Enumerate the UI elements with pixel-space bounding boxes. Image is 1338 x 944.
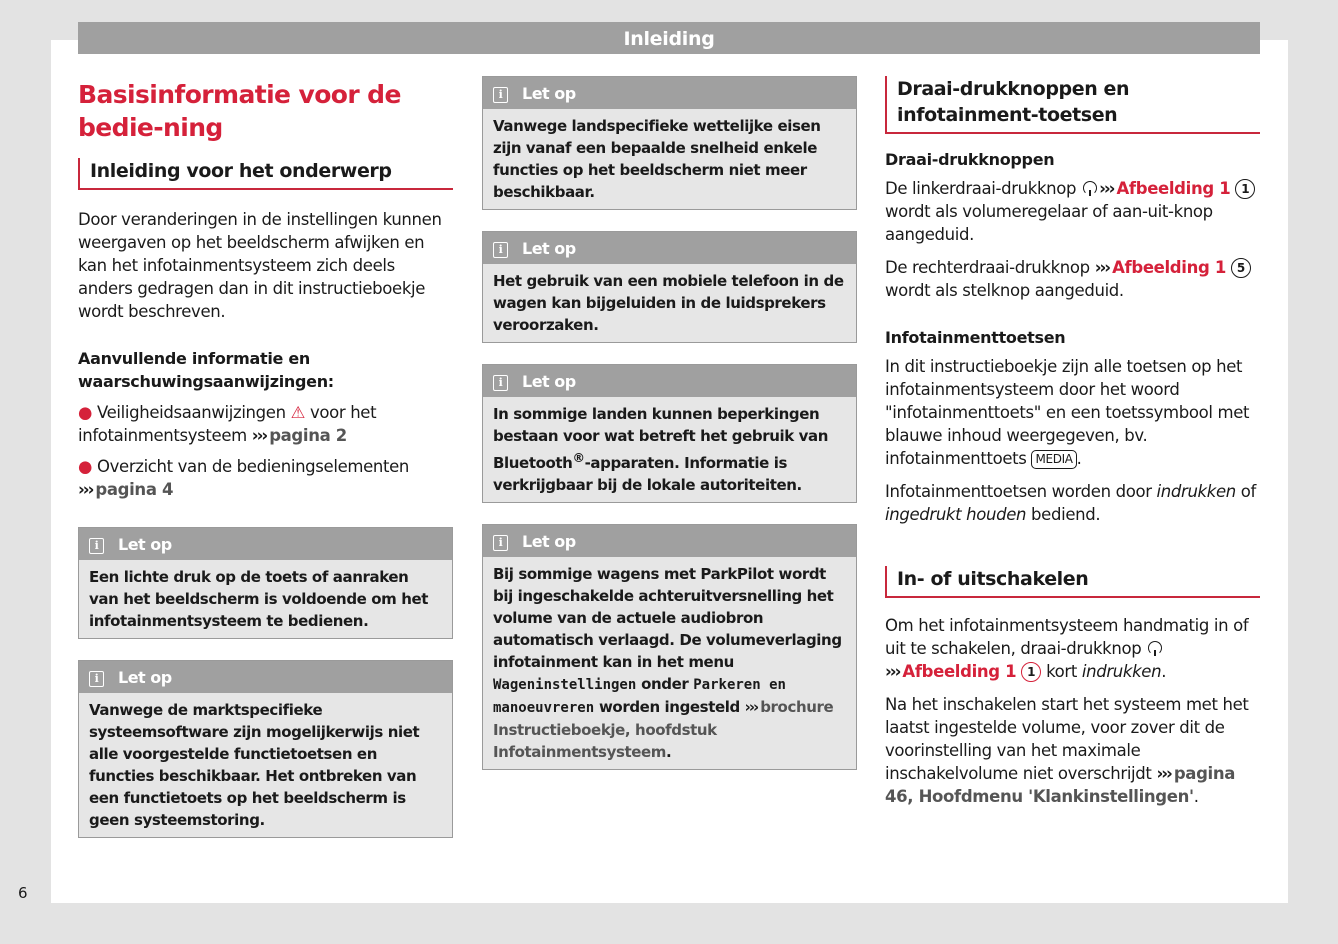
info-icon: i — [89, 671, 104, 687]
note-box — [482, 76, 857, 210]
additional-info-heading: Aanvullende informatie en waarschuwingsaanwijzingen: — [78, 349, 334, 391]
warning-triangle-icon: ⚠ — [290, 403, 306, 422]
reference-arrows-icon: ››› — [744, 698, 758, 716]
chapter-title: Basisinformatie voor de bedie-ning — [78, 80, 401, 142]
page-number: 6 — [18, 884, 28, 902]
page-link[interactable]: pagina 4 — [95, 480, 174, 499]
page-link[interactable]: pagina 2 — [269, 426, 347, 445]
note-header: i Let op — [483, 365, 856, 397]
note-header: i Let op — [79, 528, 452, 560]
note-box — [482, 364, 857, 503]
paragraph-left-knob: De linkerdraai-drukknop ››› Afbeelding 1 1 wordt als volumeregelaar of aan-uit-knop aangeduid. — [885, 177, 1260, 246]
info-icon: i — [493, 87, 508, 103]
rotary-knob-icon — [1083, 181, 1097, 195]
rotary-knob-icon — [1148, 641, 1162, 655]
reference-arrows-icon: ››› — [251, 426, 267, 445]
paragraph-right-knob: De rechterdraai-drukknop ››› Afbeelding 1 5 wordt als stelknop aangeduid. — [885, 256, 1260, 302]
note-body: Vanwege landspecifieke wettelijke eisen zijn vanaf een bepaalde snelheid enkele functies op het beeldscherm niet meer beschikbaar. — [493, 117, 821, 201]
paragraph-keys: In dit instructieboekje zijn alle toetsen op het infotainmentsysteem door het woord "infotainmenttoets" en een toetssymbool met blauwe inhoud weergegeven, bv. infotainmenttoets MEDIA . — [885, 357, 1250, 468]
figure-link[interactable]: Afbeelding 1 — [902, 662, 1017, 681]
note-body: Het gebruik van een mobiele telefoon in de wagen kan bijgeluiden in de luidsprekers veroorzaken. — [493, 272, 844, 334]
section-heading-power: In- of uitschakelen — [885, 566, 1260, 598]
reference-arrows-icon: ››› — [1156, 764, 1171, 783]
section-heading-knobs: Draai-drukknoppen en infotainment-toetsen — [885, 76, 1260, 134]
note-body: Een lichte druk op de toets of aanraken van het beeldscherm is voldoende om het infotainmentsysteem te bedienen. — [89, 568, 429, 630]
media-key-symbol: MEDIA — [1031, 450, 1076, 469]
menu-name: Wageninstellingen — [493, 677, 637, 693]
note-box — [482, 524, 857, 770]
note-body: Vanwege de marktspecifieke systeemsoftware zijn mogelijkerwijs niet alle voorgestelde functietoetsen en functies beschikbaar. Het ontbreken van een functietoets op het beeldscherm is geen systeemstoring. — [89, 701, 420, 829]
paragraph-keys-operation: Infotainmenttoetsen worden door indrukken of ingedrukt houden bediend. — [885, 482, 1256, 524]
column-middle — [482, 76, 857, 791]
figure-link[interactable]: Afbeelding 1 — [1116, 179, 1231, 198]
paragraph-power-switch: Om het infotainmentsysteem handmatig in of uit te schakelen, draai-drukknop ››› Afbeelding 1 1 kort indrukken. — [885, 616, 1249, 681]
note-header: i Let op — [483, 77, 856, 109]
note-header: i Let op — [79, 661, 452, 693]
brochure-link[interactable]: brochure Instructieboekje, hoofdstuk Infotainmentsysteem — [493, 698, 834, 761]
note-box — [78, 660, 453, 838]
note-box — [482, 231, 857, 343]
reference-arrows-icon: ››› — [1094, 258, 1110, 277]
bullet-item-overview: ● Overzicht van de bedieningselementen ››› pagina 4 — [78, 457, 410, 499]
info-icon: i — [493, 375, 508, 391]
callout-number: 1 — [1235, 179, 1255, 199]
chapter-header-bar: Inleiding — [78, 22, 1260, 54]
info-icon: i — [89, 538, 104, 554]
column-left — [78, 76, 453, 859]
note-body: In sommige landen kunnen beperkingen bestaan voor wat betreft het gebruik van Bluetooth®-apparaten. Informatie is verkrijgbaar bij de lokale autoriteiten. — [493, 405, 828, 494]
bullet-item-safety: ● Veiligheidsaanwijzingen ⚠ voor het infotainmentsysteem ››› pagina 2 — [78, 403, 377, 445]
callout-number: 1 — [1021, 662, 1041, 682]
note-box — [78, 527, 453, 639]
sub-heading-keys: Infotainmenttoetsen — [885, 328, 1066, 347]
info-icon: i — [493, 535, 508, 551]
note-header: i Let op — [483, 525, 856, 557]
menu-name: Parkeren en manoeuvreren — [493, 677, 786, 716]
section-heading-intro: Inleiding voor het onderwerp — [78, 158, 453, 190]
intro-paragraph: Door veranderingen in de instellingen kunnen weergaven op het beeldscherm afwijken en kan het infotainmentsysteem zich deels anders gedragen dan in dit instructieboekje wordt beschreven. — [78, 210, 442, 321]
paragraph-startup-volume: Na het inschakelen start het systeem met het laatst ingestelde volume, voor zover dit de voorinstelling van het maximale inschakelvolume niet overschrijdt ››› pagina 46, Hoofdmenu 'Klankinstellingen'. — [885, 695, 1249, 806]
column-right — [885, 76, 1260, 808]
reference-arrows-icon: ››› — [78, 480, 93, 499]
reference-arrows-icon: ››› — [1099, 179, 1114, 198]
bullet-icon: ● — [78, 403, 93, 422]
callout-number: 5 — [1231, 258, 1251, 278]
sub-heading-knobs: Draai-drukknoppen — [885, 150, 1055, 169]
figure-link[interactable]: Afbeelding 1 — [1112, 258, 1226, 277]
page-link[interactable]: pagina 46, Hoofdmenu 'Klankinstellingen' — [885, 764, 1236, 806]
note-header: i Let op — [483, 232, 856, 264]
reference-arrows-icon: ››› — [885, 662, 900, 681]
bullet-icon: ● — [78, 457, 93, 476]
info-icon: i — [493, 242, 508, 258]
note-body: Bij sommige wagens met ParkPilot wordt bij ingeschakelde achteruitversnelling het volume van de actuele audiobron automatisch verlaagd. De volumeverlaging infotainment kan in het menu Wageninstellingen onder Parkeren en manoeuvreren worden ingesteld ››› brochure Instructieboekje, hoofdstuk Infotainmentsysteem. — [493, 565, 842, 761]
